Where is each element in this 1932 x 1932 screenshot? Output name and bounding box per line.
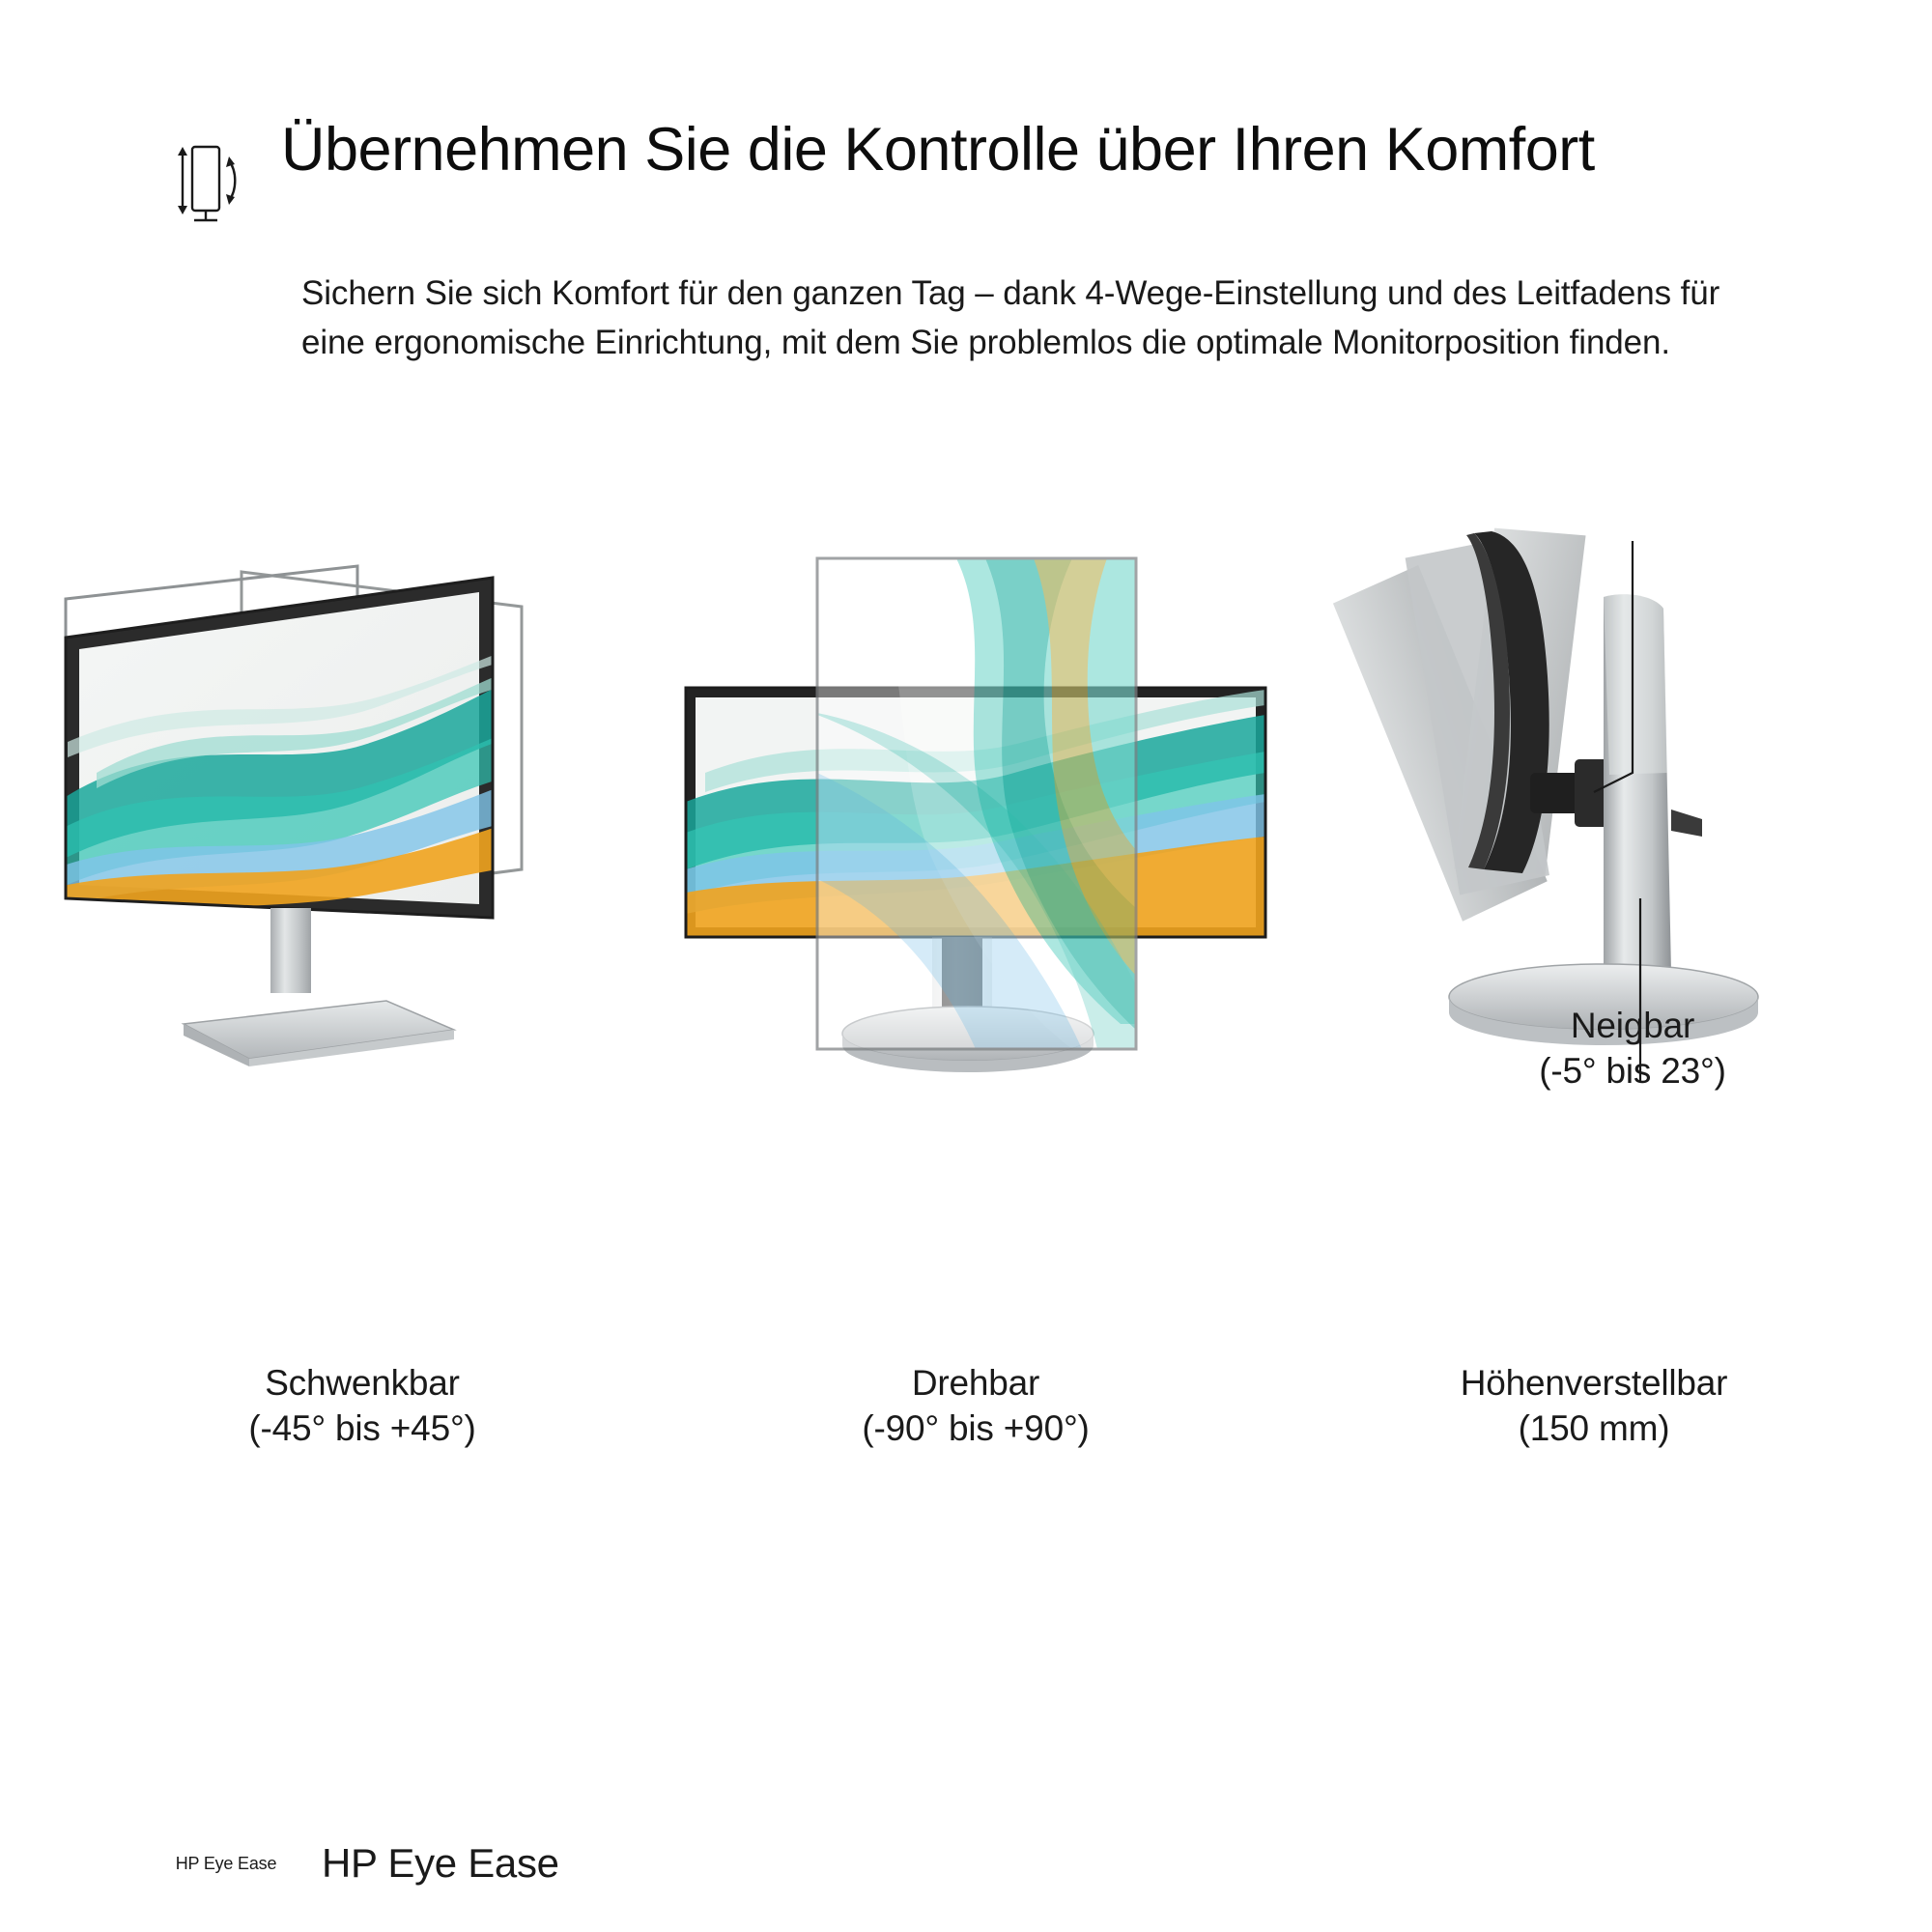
hp-eye-ease-badge-label: HP Eye Ease bbox=[175, 1853, 277, 1873]
caption-pivot-line2: (-90° bis +90°) bbox=[862, 1408, 1090, 1449]
footer bbox=[169, 1835, 559, 1891]
header bbox=[169, 116, 1831, 367]
callout-tilt-line1: Neigbar bbox=[1570, 1006, 1695, 1045]
caption-swivel-line1: Schwenkbar bbox=[265, 1363, 460, 1403]
callout-tilt-line2: (-5° bis 23°) bbox=[1539, 1051, 1726, 1092]
monitor-ergonomics-icon bbox=[169, 131, 244, 236]
caption-swivel bbox=[39, 1360, 686, 1452]
swivel-illustration bbox=[39, 483, 686, 1352]
figure-area bbox=[0, 483, 1932, 1507]
footer-label: HP Eye Ease bbox=[322, 1840, 559, 1886]
page-subtitle: Sichern Sie sich Komfort für den ganzen Tag – dank 4-Wege-Einstellung und des Leitfadens für eine ergonomische Einrichtung, mit dem Sie problemlos die optimale Monitorposition finden. bbox=[301, 274, 1720, 362]
caption-height-line1: Höhenverstellbar bbox=[1460, 1363, 1728, 1403]
figure-swivel bbox=[39, 483, 686, 1507]
hp-eye-ease-badge-icon bbox=[169, 1835, 283, 1891]
caption-pivot bbox=[667, 1360, 1285, 1452]
caption-pivot-line1: Drehbar bbox=[911, 1363, 1040, 1403]
callout-tilt bbox=[1430, 1003, 1835, 1094]
pivot-illustration bbox=[667, 483, 1285, 1352]
tilt-height-illustration bbox=[1285, 483, 1903, 1352]
caption-height bbox=[1285, 1360, 1903, 1452]
figure-tilt-height bbox=[1285, 483, 1903, 1507]
caption-height-line2: (150 mm) bbox=[1518, 1408, 1670, 1449]
figure-pivot bbox=[667, 483, 1285, 1507]
caption-swivel-line2: (-45° bis +45°) bbox=[248, 1408, 476, 1449]
page-title: Übernehmen Sie die Kontrolle über Ihren Komfort bbox=[281, 116, 1595, 184]
headline-row bbox=[169, 116, 1831, 236]
